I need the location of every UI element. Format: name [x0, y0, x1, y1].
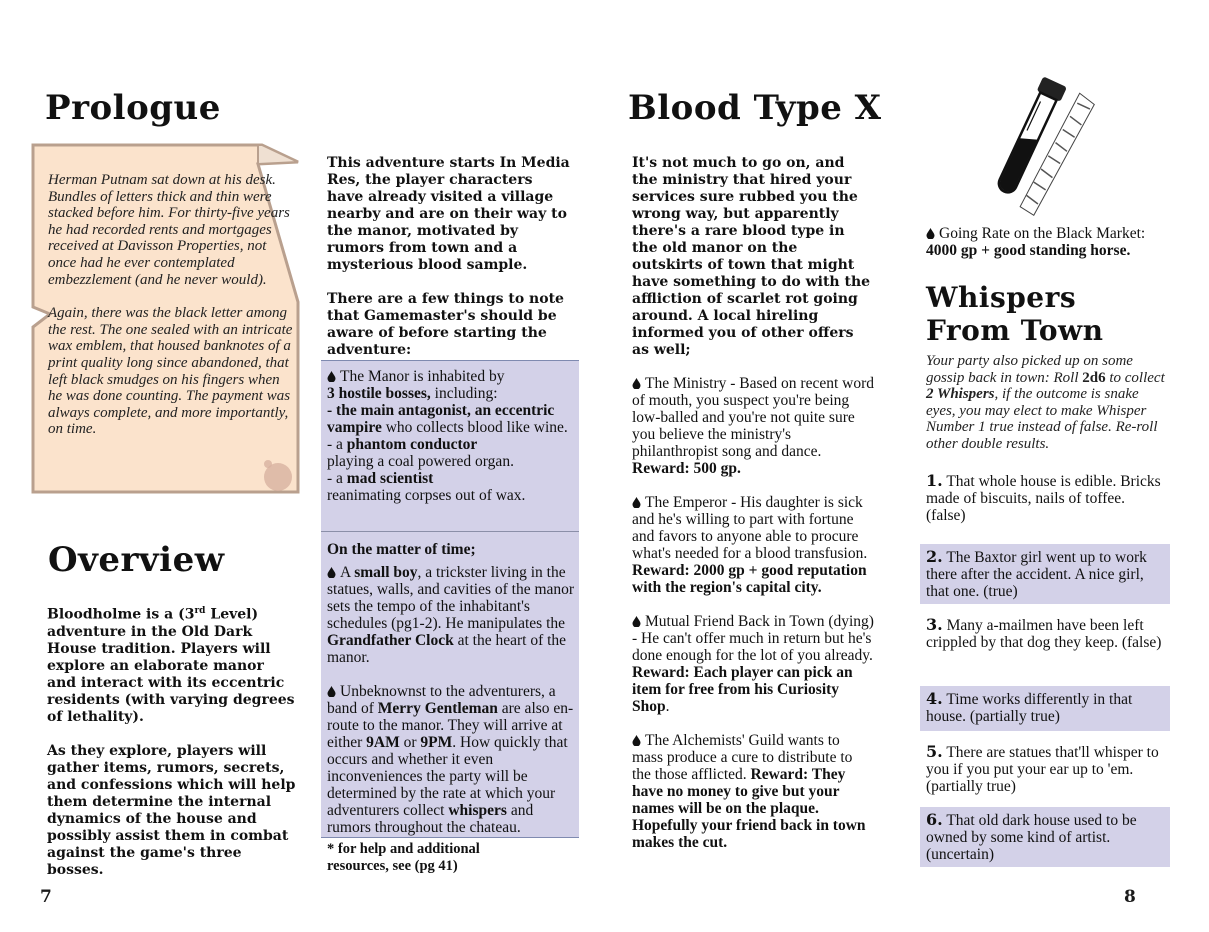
blood-type-intro: It's not much to go on, and the ministry that hired your services sure rubbed you the wrong way, but apparently there's a rare blood type in the old manor on the outskirts of town that might have something to do with the affliction of scarlet rot going around. A local hireling informed you of other offers as well; — [632, 155, 871, 358]
prologue-text — [48, 172, 293, 438]
bosses-section — [327, 368, 575, 504]
whispers-list — [920, 468, 1170, 867]
overview-para-2: As they explore, players will gather items, rumors, secrets, and confessions which will help them determine the internal dynamics of the house and possibly assist them in combat against the game's three bosses. — [47, 742, 296, 878]
whisper-item-4: 4. Time works differently in that house. (partially true) — [920, 686, 1170, 731]
prologue-title: Prologue — [45, 88, 221, 128]
boss-scientist: - a mad scientist reanimating corpses out of wax. — [327, 470, 526, 504]
whispers-intro: Your party also picked up on some gossip back in town: Roll 2d6 to collect 2 Whispers, if the outcome is snake eyes, you may elect to make Whisper Number 1 true instead of false. Re-roll other double results. — [926, 353, 1165, 452]
offers-list — [632, 375, 874, 851]
intro-text — [327, 155, 572, 359]
offer-emperor: The Emperor - His daughter is sick and he's willing to part with fortune and favors to anyone able to procure what's needed for a blood transfusion. Reward: 2000 gp + good reputation with the region's capital city. — [632, 494, 868, 596]
black-market-rate: Going Rate on the Black Market: 4000 gp + good standing horse. — [926, 225, 1146, 259]
intro-para-2: There are a few things to note that Gamemaster's should be aware of before starting the adventure: — [327, 291, 564, 358]
footnote: * for help and additional resources, see (pg 41) — [327, 841, 480, 874]
blood-drop-icon — [632, 378, 641, 389]
time-para-1: A small boy, a trickster living in the statues, walls, and cavities of the manor sets the tempo of the inhabitant's schedules (pg1-2). He manipulates the Grandfather Clock at the heart of the manor. — [327, 564, 575, 666]
prologue-para-2: Again, there was the black letter among the rest. The one sealed with an intricate wax emblem, that housed banknotes of a print quality long since abandoned, that left black smudges on his fingers when he was done counting. The payment was always complete, and more importantly, on time. — [48, 305, 293, 438]
bosses-intro: The Manor is inhabited by 3 hostile bosses, including: — [327, 368, 505, 402]
overview-title: Overview — [48, 540, 225, 580]
blood-drop-icon — [632, 735, 641, 746]
whisper-item-6: 6. That old dark house used to be owned by some kind of artist. (uncertain) — [920, 807, 1170, 867]
offer-ministry: The Ministry - Based on recent word of mouth, you suspect you're being low-balled and you're not quite sure you believe the ministry's philanthropist song and dance. Reward: 500 gp. — [632, 375, 874, 477]
blood-drop-icon — [327, 686, 336, 697]
whisper-item-1: 1. That whole house is edible. Bricks made of biscuits, nails of toffee. (false) — [926, 471, 1161, 524]
blood-drop-icon — [327, 371, 336, 382]
whispers-title: Whispers From Town — [926, 281, 1104, 347]
boss-conductor: - a phantom conductor playing a coal powered organ. — [327, 436, 514, 470]
whisper-item-5: 5. There are statues that'll whisper to you if you put your ear up to 'em. (partially true) — [926, 742, 1159, 795]
time-heading: On the matter of time; — [327, 541, 476, 558]
prologue-para-1: Herman Putnam sat down at his desk. Bundles of letters thick and thin were stacked before him. For thirty-five years he had recorded rents and mortgages received at Davisson Properties, not once had he ever contemplated embezzlement (and he never would). — [48, 172, 290, 288]
blood-drop-icon — [926, 228, 935, 239]
boss-vampire: - the main antagonist, an eccentric vampire who collects blood like wine. — [327, 402, 568, 436]
box-divider — [321, 531, 579, 532]
blood-drop-icon — [632, 616, 641, 627]
blood-drop-icon — [327, 567, 336, 578]
offer-mutual-friend: Mutual Friend Back in Town (dying) - He can't offer much in return but he's done enough for the lot of you already. Reward: Each player can pick an item for free from his Curiosity Shop. — [632, 613, 874, 715]
intro-para-1: This adventure starts In Media Res, the player characters have already visited a village nearby and are on their way to the manor, motivated by rumors from town and a mysterious blood sample. — [327, 155, 570, 273]
page-number-left: 7 — [40, 887, 52, 907]
page-number-right: 8 — [1124, 887, 1136, 907]
blood-vial-illustration — [978, 60, 1108, 224]
overview-text — [47, 603, 297, 879]
whisper-item-2: 2. The Baxtor girl went up to work there after the accident. A nice girl, that one. (true) — [920, 544, 1170, 604]
whisper-item-3: 3. Many a-mailmen have been left crippled by that dog they keep. (false) — [926, 615, 1162, 651]
offer-alchemists-guild: The Alchemists' Guild wants to mass produce a cure to distribute to the those afflicted. Reward: They have no money to give but your names will be on the plaque. Hopefully your friend back in town makes the cut. — [632, 732, 866, 851]
time-para-2: Unbeknownst to the adventurers, a band of Merry Gentleman are also en-route to the manor. They will arrive at either 9AM or 9PM. How quickly that occurs and whether it even inconveniences the party will be determined by the rate at which your adventurers collect whispers and rumors throughout the chateau. — [327, 683, 574, 836]
blood-drop-icon — [632, 497, 641, 508]
time-section — [327, 541, 575, 836]
blood-type-title: Blood Type X — [628, 88, 882, 128]
overview-para-1: Bloodholme is a (3rd Level) adventure in the Old Dark House tradition. Players will explore an elaborate manor and interact with its eccentric residents (with varying degrees of lethality). — [47, 606, 295, 725]
